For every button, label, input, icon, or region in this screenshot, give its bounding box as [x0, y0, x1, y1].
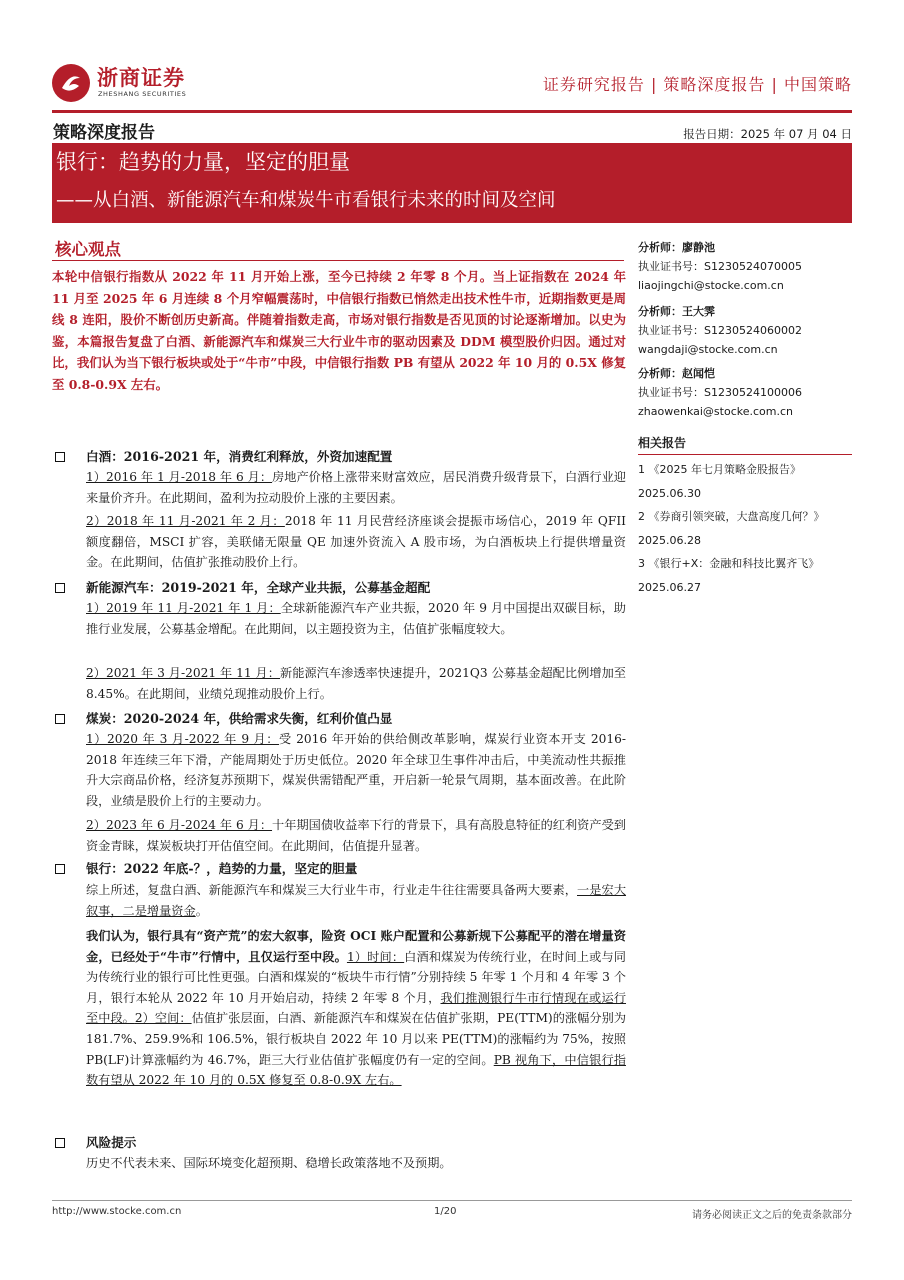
core-intro: 本轮中信银行指数从 2022 年 11 月开始上涨，至今已持续 2 年零 8 个月。当上证指数在 2024 年 11 月至 2025 年 6 月连续 8 个月窄幅震荡时，中信银行指数已悄然走出技术性牛市，近期指数更是周线 8 连阳，股价不断创历史新高。伴随着指数走高，市场对银行指数是否见顶的讨论逐渐增加。以史为鉴，本篇报告复盘了白酒、新能源汽车和煤炭三大行业牛市的驱动因素及 DDM 模型股价归因。通过对比，我们认为当下银行板块或处于“牛市”中段，中信银行指数 PB 有望从 2022 年 10 月的 0.5X 修复至 0.8-0.9X 左右。 [52, 269, 626, 392]
section-bank-p2: 我们认为，银行具有“资产荒”的宏大叙事，险资 OCI 账户配置和公募新规下公募配平的潜在增量资金，已经处于“牛市”行情中，且仅运行至中段。1）时间：白酒和煤炭为传统行业，在时间上或与同为传统行业的银行可比性更强。白酒和煤炭的“板块牛市行情”分别持续 5 年零 1 个月和 4 年零 3 个月，银行本轮从 2022 年 10 月开始启动，持续 2 年零 8 个月，我们推测银行牛市行情现在或运行至中段。2）空间：估值扩张层面，白酒、新能源汽车和煤炭在估值扩张期，PE(TTM)的涨幅分别为 181.7%、259.9%和 106.5%，银行板块自 2022 年 10 月以来 PE(TTM)的涨幅约为 75%，按照 PB(LF)计算涨幅约为 46.7%，距三大行业估值扩张幅度仍有一定的空间。PB 视角下，中信银行指数有望从 2022 年 10 月的 0.5X 修复至 0.8-0.9X 左右。 [86, 929, 627, 1088]
section-risk-p1: 历史不代表未来、国际环境变化超预期、稳增长政策落地不及预期。 [86, 1156, 452, 1170]
related-rule [638, 454, 852, 455]
section-baijiu-p1: 1）2016 年 1 月-2018 年 6 月：房地产价格上涨带来财富效应，居民消费升级背景下，白酒行业迎来量价齐升。在此期间，盈利为拉动股价上涨的主要因素。 [86, 470, 626, 505]
footer-disclaimer: 请务必阅读正文之后的免责条款部分 [692, 1210, 852, 1221]
section-coal-head: 煤炭：2020-2024 年，供给需求失衡，红利价值凸显 [86, 711, 393, 726]
top-nav: 证券研究报告 | 策略深度报告 | 中国策略 [542, 75, 852, 94]
section-baijiu-head: 白酒：2016-2021 年，消费红利释放，外资加速配置 [86, 449, 393, 464]
analyst-card: 分析师：赵闻恺 执业证书号：S1230524100006 zhaowenkai@stocke.com.cn [638, 364, 852, 421]
analyst-email[interactable]: liaojingchi@stocke.com.cn [638, 279, 784, 292]
section-nev-p2: 2）2021 年 3 月-2021 年 11 月：新能源汽车渗透率快速提升，2021Q3 公募基金超配比例增加至 8.45%。在此期间，业绩兑现推动股价上行。 [86, 666, 626, 701]
header-rule [52, 110, 852, 113]
logo-text: 浙商证券 [97, 66, 185, 90]
related-reports-list [638, 458, 852, 599]
checkbox-bullet-icon [55, 864, 67, 875]
section-risk-head: 风险提示 [86, 1135, 137, 1150]
analyst-email[interactable]: wangdaji@stocke.com.cn [638, 343, 778, 356]
logo-english: ZHESHANG SECURITIES [98, 90, 187, 98]
checkbox-bullet-icon [55, 1138, 67, 1149]
report-date: 报告日期：2025 年 07 月 04 日 [683, 127, 852, 141]
related-report-item[interactable]: 1 《2025 年七月策略金股报告》 2025.06.30 [638, 463, 801, 500]
checkbox-bullet-icon [55, 452, 67, 463]
logo-icon [52, 64, 90, 102]
section-nev-head: 新能源汽车：2019-2021 年，全球产业共振，公募基金超配 [86, 580, 431, 595]
core-rule [52, 260, 624, 261]
checkbox-bullet-icon [55, 714, 67, 725]
section-coal-p2: 2）2023 年 6 月-2024 年 6 月：十年期国债收益率下行的背景下，具有高股息特征的红利资产受到资金青睐，煤炭板块打开估值空间。在此期间，估值提升显著。 [86, 818, 626, 853]
page-number: 1/20 [434, 1206, 457, 1217]
core-heading: 核心观点 [55, 240, 121, 259]
section-coal-p1: 1）2020 年 3 月-2022 年 9 月：受 2016 年开始的供给侧改革影响，煤炭行业资本开支 2016-2018 年连续三年下滑，产能周期处于历史低位。2020 年全球卫生事件冲击后，中美流动性共振推升大宗商品价格，经济复苏预期下，煤炭供需错配严重，开启新一轮景气周期，基本面改善。在此阶段，业绩是股价上行的主要动力。 [86, 732, 626, 808]
section-nev-p1: 1）2019 年 11 月-2021 年 1 月：全球新能源汽车产业共振，2020 年 9 月中国提出双碳目标，助推行业发展，公募基金增配。在此期间，以主题投资为主，估值扩张幅度较大。 [86, 601, 626, 636]
section-bank-p1: 综上所述，复盘白酒、新能源汽车和煤炭三大行业牛市，行业走牛往往需要具备两大要素，一是宏大叙事，二是增量资金。 [86, 883, 627, 918]
related-report-item[interactable]: 2 《券商引领突破，大盘高度几何？》 2025.06.28 [638, 510, 825, 547]
section-baijiu-p2: 2）2018 年 11 月-2021 年 2 月：2018 年 11 月民营经济座谈会提振市场信心，2019 年 QFII 额度翻倍，MSCI 扩容，美联储无限量 QE 加速外资流入 A 股市场，为白酒板块上行提供增量资金。在此期间，估值扩张推动股价上行。 [86, 514, 626, 570]
analyst-card: 分析师：廖静池 执业证书号：S1230524070005 liaojingchi@stocke.com.cn [638, 238, 852, 295]
footer-url[interactable]: http://www.stocke.com.cn [52, 1206, 182, 1217]
section-bank-head: 银行：2022 年底-？，趋势的力量，坚定的胆量 [86, 861, 358, 876]
related-report-item[interactable]: 3 《银行+X：金融和科技比翼齐飞》 2025.06.27 [638, 557, 820, 594]
related-reports-title: 相关报告 [638, 436, 687, 450]
analyst-card: 分析师：王大霁 执业证书号：S1230524060002 wangdaji@stocke.com.cn [638, 302, 852, 359]
page-title: 银行：趋势的力量，坚定的胆量 [56, 150, 350, 174]
report-type: 策略深度报告 [53, 123, 155, 143]
analyst-email[interactable]: zhaowenkai@stocke.com.cn [638, 405, 793, 418]
checkbox-bullet-icon [55, 583, 67, 594]
page-subtitle: ——从白酒、新能源汽车和煤炭牛市看银行未来的时间及空间 [56, 190, 556, 211]
footer-rule [52, 1200, 852, 1201]
